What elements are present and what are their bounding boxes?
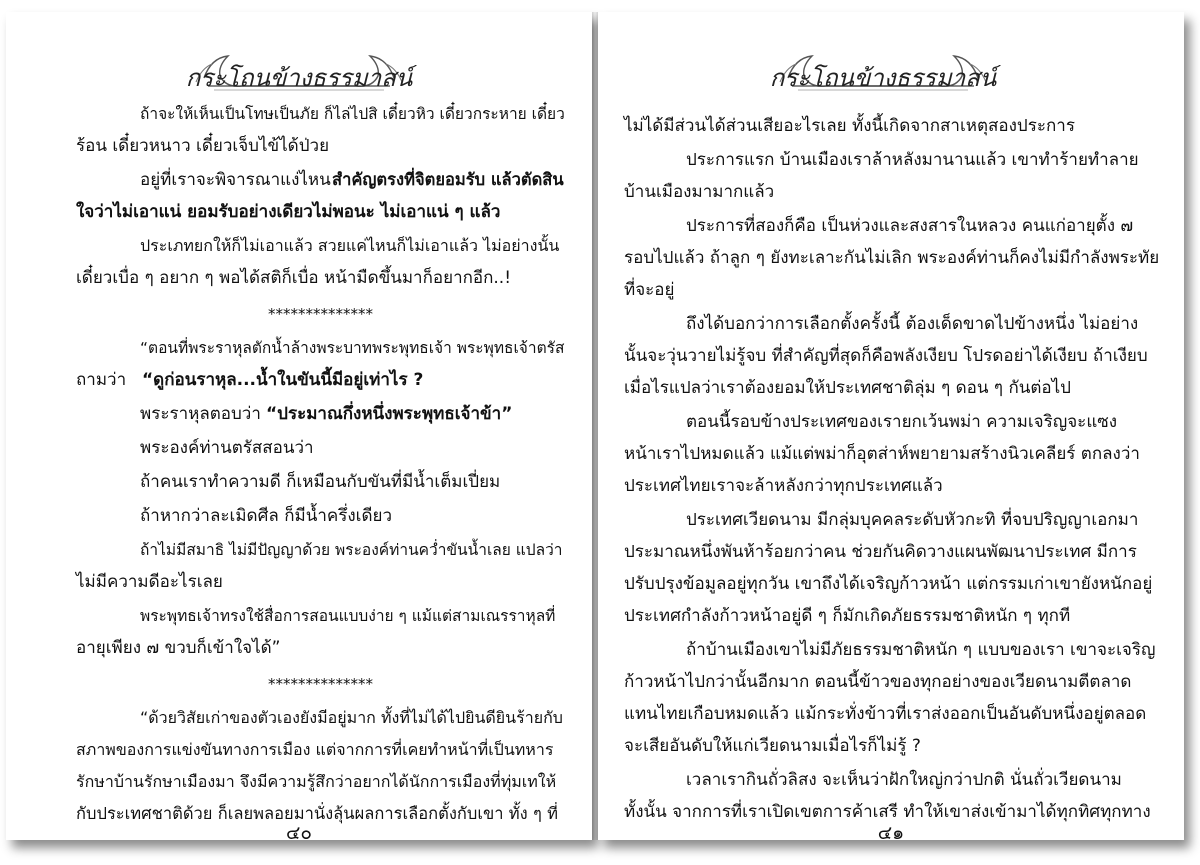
text-line: ประการที่สองก็คือ เป็นห่วงและสงสารในหลวง คนแก่อายุตั้ง ๗ bbox=[686, 216, 1134, 236]
text-line: ที่จะอยู่ bbox=[624, 280, 675, 300]
text-line: ถึงได้บอกว่าการเลือกตั้งครั้งนี้ ต้องเด็ดขาดไปข้างหนึ่ง ไม่อย่าง bbox=[686, 314, 1139, 334]
text-line: กับประเทศชาติด้วย ก็เลยพลอยมานั่งลุ้นผลการเลือกตั้งกับเขา ทั้ง ๆ ที่ bbox=[76, 804, 558, 823]
text-line: ถ้าคนเราทำความดี ก็เหมือนกับขันที่มีน้ำเต็มเปี่ยม bbox=[140, 472, 501, 492]
text-line: เมื่อไรแปลว่าเราต้องยอมให้ประเทศชาติลุ่ม ๆ ดอน ๆ กันต่อไป bbox=[624, 378, 1071, 398]
text-line: บ้านเมืองมามากแล้ว bbox=[624, 182, 775, 202]
text-line: ประการแรก บ้านเมืองเราล้าหลังมานานแล้ว เขาทำร้ายทำลาย bbox=[686, 150, 1139, 170]
text-line: ประเทศไทยเราจะล้าหลังกว่าทุกประเทศแล้ว bbox=[624, 476, 943, 496]
text-line: ถามว่า bbox=[76, 370, 127, 390]
text-line: ปรับปรุงข้อมูลอยู่ทุกวัน เขาถึงได้เจริญก้าวหน้า แต่กรรมเก่าเขายังหนักอยู่ bbox=[624, 574, 1153, 594]
text-line: อยู่ที่เราจะพิจารณาแง่ไหน bbox=[140, 170, 331, 190]
text-line-bold: ใจว่าไม่เอาแน่ ยอมรับอย่างเดียวไม่พอนะ ไม่เอาแน่ ๆ แล้ว bbox=[76, 202, 501, 222]
page-number: ๔๐ bbox=[286, 822, 312, 844]
text-line: ก้าวหน้าไปกว่านั้นอีกมาก ตอนนี้ข้าวของทุกอย่างของเวียดนามตีตลาด bbox=[624, 672, 1132, 692]
right-page-body bbox=[598, 12, 1184, 840]
text-line: ประเทศเวียดนาม มีกลุ่มบุคคลระดับหัวกะทิ ที่จบปริญญาเอกมา bbox=[686, 510, 1139, 530]
text-line: ประเภทยกให้ก็ไม่เอาแล้ว สวยแค่ไหนก็ไม่เอาแล้ว ไม่อย่างนั้น bbox=[140, 236, 560, 255]
text-line: พระองค์ท่านตรัสสอนว่า bbox=[140, 438, 314, 458]
text-line: ถ้าบ้านเมืองเขาไม่มีภัยธรรมชาติหนัก ๆ แบบของเรา เขาจะเจริญ bbox=[686, 640, 1156, 660]
text-line: ถ้าไม่มีสมาธิ ไม่มีปัญญาด้วย พระองค์ท่านคว่ำขันน้ำเลย แปลว่า bbox=[140, 541, 563, 559]
header-title: กระโถนข้างธรรมาสน์ bbox=[769, 64, 997, 92]
text-line: เดี๋ยวเบื่อ ๆ อยาก ๆ พอได้สติก็เบื่อ หน้ามืดขึ้นมาก็อยากอีก..! bbox=[76, 268, 512, 288]
text-line: หน้าเราไปหมดแล้ว แม้แต่พม่าก็อุตส่าห์พยายามสร้างนิวเคลียร์ ตกลงว่า bbox=[624, 444, 1140, 464]
header-title: กระโถนข้างธรรมาสน์ bbox=[185, 64, 413, 92]
left-page-body bbox=[6, 12, 592, 840]
text-line: ถ้าหากว่าละเมิดศีล ก็มีน้ำครึ่งเดียว bbox=[140, 506, 393, 526]
text-line: ตอนนี้รอบข้างประเทศของเรายกเว้นพม่า ความเจริญจะแซง bbox=[686, 412, 1118, 432]
text-line: นั้นจะวุ่นวายไม่รู้จบ ที่สำคัญที่สุดก็คือพลังเงียบ โปรดอย่าได้เงียบ ถ้าเงียบ bbox=[624, 346, 1148, 366]
left-page bbox=[6, 12, 592, 844]
text-line-bold: “ประมาณกึ่งหนึ่งพระพุทธเจ้าข้า” bbox=[266, 404, 513, 424]
right-page bbox=[598, 12, 1184, 844]
text-line: ประมาณหนึ่งพันห้าร้อยกว่าคน ช่วยกันคิดวางแผนพัฒนาประเทศ มีการ bbox=[624, 542, 1137, 562]
text-line: ประเทศกำลังก้าวหน้าอยู่ดี ๆ ก็มักเกิดภัยธรรมชาติหนัก ๆ ทุกที bbox=[624, 606, 1071, 626]
text-line-bold: “ดูก่อนราหุล...น้ำในขันนี้มีอยู่เท่าไร ? bbox=[142, 370, 424, 390]
text-line: พระราหุลตอบว่า bbox=[140, 404, 261, 424]
text-line-bold: สำคัญตรงที่จิตยอมรับ แล้วตัดสิน bbox=[332, 170, 564, 189]
text-line: “ตอนที่พระราหุลตักน้ำล้างพระบาทพระพุทธเจ้า พระพุทธเจ้าตรัส bbox=[140, 339, 565, 357]
page-number: ๔๑ bbox=[877, 822, 905, 844]
text-line: รอบไปแล้ว ถ้าลูก ๆ ยังทะเลาะกันไม่เลิก พระองค์ท่านก็คงไม่มีกำลังพระทัย bbox=[624, 248, 1160, 268]
text-line: ร้อน เดี๋ยวหนาว เดี๋ยวเจ็บไข้ได้ป่วย bbox=[76, 136, 330, 156]
text-line: “ด้วยวิสัยเก่าของตัวเองยังมีอยู่มาก ทั้งที่ไม่ได้ไปยินดียินร้ายกับ bbox=[140, 708, 563, 727]
text-line: อายุเพียง ๗ ขวบก็เข้าใจได้” bbox=[76, 638, 281, 658]
text-line: เวลาเรากินถั่วลิสง จะเห็นว่าฝักใหญ่กว่าปกติ นั่นถั่วเวียดนาม bbox=[686, 770, 1122, 790]
text-line: จะเสียอันดับให้แก่เวียดนามเมื่อไรก็ไม่รู้ ? bbox=[624, 736, 921, 756]
text-line: ถ้าจะให้เห็นเป็นโทษเป็นภัย ก็ไล่ไปสิ เดี๋ยวหิว เดี๋ยวกระหาย เดี๋ยว bbox=[140, 105, 565, 123]
separator-stars: ************** bbox=[268, 305, 373, 323]
separator-stars: ************** bbox=[268, 675, 373, 693]
text-line: ไม่มีความดีอะไรเลย bbox=[76, 572, 223, 592]
text-line: พระพุทธเจ้าทรงใช้สื่อการสอนแบบง่าย ๆ แม้แต่สามเณรราหุลที่ bbox=[140, 607, 556, 625]
text-line: ทั้งนั้น จากการที่เราเปิดเขตการค้าเสรี ทำให้เขาส่งเข้ามาได้ทุกทิศทุกทาง bbox=[624, 802, 1151, 822]
text-line: ไม่ได้มีส่วนได้ส่วนเสียอะไรเลย ทั้งนี้เกิดจากสาเหตุสองประการ bbox=[624, 116, 1075, 136]
text-line: แทนไทยเกือบหมดแล้ว แม้กระทั่งข้าวที่เราส่งออกเป็นอันดับหนึ่งอยู่ตลอด bbox=[624, 704, 1147, 724]
text-line: รักษาบ้านรักษาเมืองมา จึงมีความรู้สึกว่าอยากได้นักการเมืองที่ทุ่มเทให้ bbox=[76, 772, 557, 791]
text-line: สภาพของการแข่งขันทางการเมือง แต่จากการที่เคยทำหน้าที่เป็นทหาร bbox=[76, 740, 554, 759]
